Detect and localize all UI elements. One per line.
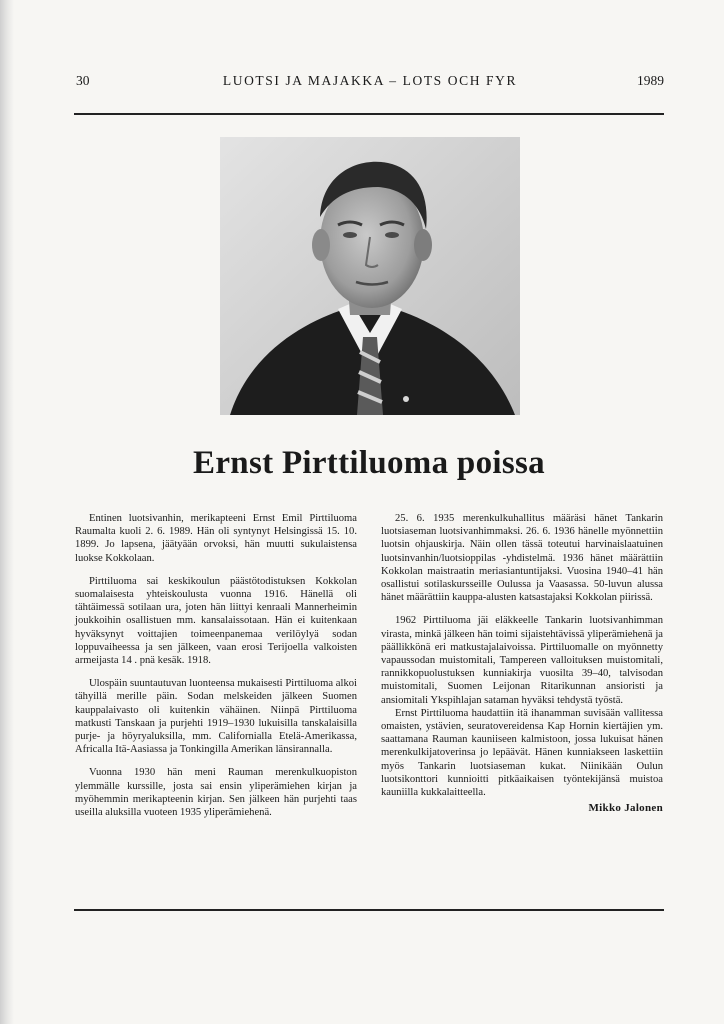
journal-title: LUOTSI JA MAJAKKA – LOTS OCH FYR xyxy=(222,73,518,88)
article-paragraph: Pirttiluoma sai keskikoulun päästötodistuksen Kokkolan suomalaisesta yhteiskoulusta vuonna 1916. Hänellä oli tähtäimessä sotilaan ura, joten hän liittyi kenraali Mannerheimin joukkoihin osallistuen mm. kansalaissotaan. Hän ei kuitenkaan hyväksynyt voittajien toimeenpanemaa verilöylyä sodan loppuvaiheessa ja sen jälkeen, vaan erosi Terijoella valkoisten armeijasta 14 . pnä kesäk. 1918. xyxy=(75,575,357,667)
article-column-left xyxy=(75,512,357,819)
article-paragraph: 1962 Pirttiluoma jäi eläkkeelle Tankarin luotsivanhimman virasta, minkä jälkeen hän toimi sijaistehtävissä yliperämiehenä ja päällikkönä eri matkustajalaivoissa. Pirttiluomalle on myönnetty vapaussodan muistomitali, Tampereen valloituksen muistomitali, rannikkopuolustuksen kunniakirja vuosilta 39–40, talvisodan muistomitali, Suomen Leijonan Ritarikunnan ansioristi ja ansiomitali Ykspihlajan sataman hyväksi tehdystä työstä. xyxy=(381,615,663,706)
bottom-rule xyxy=(74,909,664,911)
page-edge-shadow xyxy=(0,0,14,1024)
article-author: Mikko Jalonen xyxy=(588,802,663,815)
article-paragraph: 25. 6. 1935 merenkulkuhallitus määräsi hänet Tankarin luotsiaseman luotsivanhimmaksi. 26. 6. 1936 hänelle myönnettiin luotsin ohjauskirja. Näin ollen tässä toteutui harvinaislaatuinen luotsinvanhin/luotsioppilas -yhdistelmä. 1936 hänet määrättiin Kokkolan maistraatin meriasiantuntijaksi. Vuosina 1940–41 hän osallistui sotilaskursseille Oulussa ja Vaasassa. 50-luvun alussa hänet määrättiin kauppa-alusten katsastajaksi Kokkolan piirissä. xyxy=(381,513,663,604)
article-title: Ernst Pirttiluoma poissa xyxy=(193,445,545,481)
issue-year: 1989 xyxy=(637,73,664,88)
portrait-illustration xyxy=(220,137,520,415)
running-header xyxy=(76,73,664,93)
article-paragraph: Entinen luotsivanhin, merikapteeni Ernst Emil Pirttiluoma Raumalta kuoli 2. 6. 1989. Hän oli syntynyt Helsingissä 15. 10. 1899. Jo lapsena, jäätyään orvoksi, hän muutti sukulaistensa luokse Kokkolaan. xyxy=(75,513,357,564)
article-paragraph: Vuonna 1930 hän meni Rauman merenkulkuopiston ylemmälle kurssille, josta sai ensin yliperämiehen kirjan ja myöhemmin merikapteenin kirjan. Sen jälkeen hän purjehti taas useilla aluksilla vuoteen 1935 yliperämiehenä. xyxy=(75,767,357,819)
article-paragraph: Ulospäin suuntautuvan luonteensa mukaisesti Pirttiluoma alkoi tähyillä merille päin. Sodan melskeiden jälkeen Suomen kauppalaivasto oli kuitenkin vähäinen. Niinpä Pirttiluoma matkusti Tanskaan ja purjehti 1919–1930 lukuisilla tanskalaisilla purje- ja höyryaluksilla, mm. Californialla Etelä-Amerikassa, Africalla Itä-Aasiassa ja Tonkingilla Amerikan länsirannalla. xyxy=(75,678,357,756)
portrait-photo xyxy=(220,137,520,415)
top-rule xyxy=(74,113,664,115)
article-column-right xyxy=(381,512,663,815)
article-paragraph: Ernst Pirttiluoma haudattiin itä ihanamman suvisään vallitessa omaisten, ystävien, seuratovereidensa Kap Hornin kiertäjien ym. saattamana Rauman kauniiseen kalmistoon, jossa lukuisat hänen merenkulkijatoverinsa jo lepäävät. Hänen kunniakseen laskettiin myös Tankarin luotsiaseman kukat. Niinikään Oulun luotsikonttori kunnioitti pitkäaikaisen työntekijänsä muistoa kauniilla kukkalaitteella. xyxy=(381,707,663,799)
page-number: 30 xyxy=(76,73,90,88)
